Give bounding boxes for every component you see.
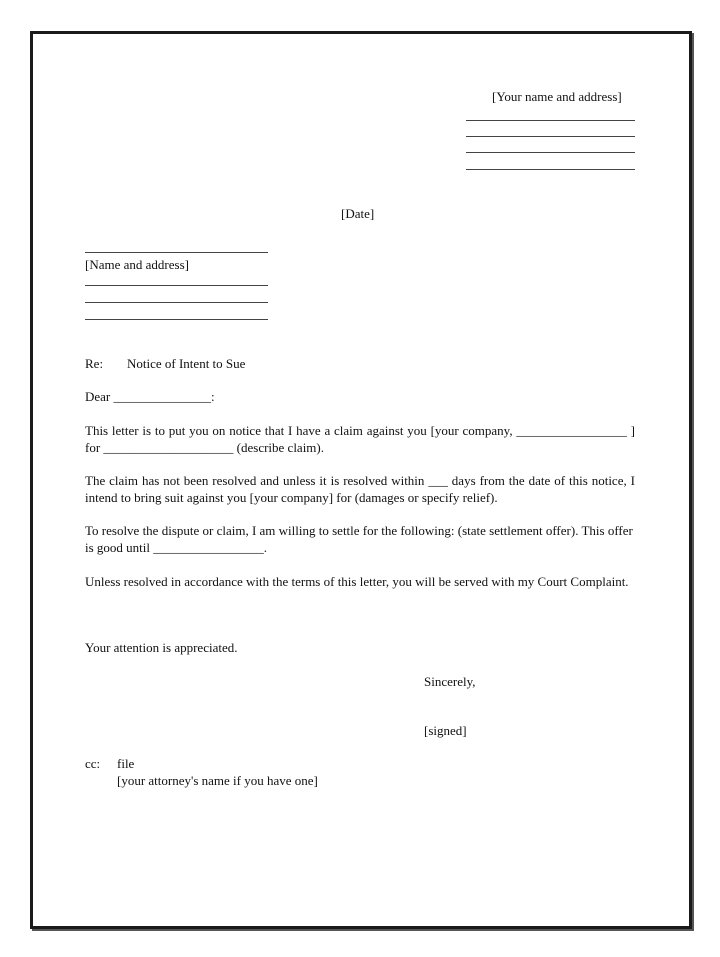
paragraph-settlement-offer: To resolve the dispute or claim, I am willing to settle for the following: (state settlement offer). This offer is good until _________________.	[85, 523, 633, 555]
recipient-address-line-1	[85, 285, 268, 286]
sign-off: Sincerely,	[424, 674, 476, 689]
cc-line-attorney: [your attorney's name if you have one]	[117, 773, 318, 788]
re-subject: Notice of Intent to Sue	[127, 356, 246, 371]
re-prefix: Re:	[85, 356, 104, 371]
date-field: [Date]	[341, 206, 375, 221]
salutation-prefix: Dear	[85, 389, 111, 404]
salutation	[85, 388, 215, 405]
paragraph-intent-to-sue: The claim has not been resolved and unless it is resolved within ___ days from the date of this notice, I intend to bring suit against you [your company] for (damages or specify relief).	[85, 473, 635, 505]
sender-address-line-1	[466, 120, 635, 121]
recipient-address-line-2	[85, 302, 268, 303]
cc-line-file: file	[117, 756, 135, 771]
recipient-label: [Name and address]	[85, 257, 189, 272]
recipient-top-line	[85, 252, 268, 253]
sender-address-line-3	[466, 152, 635, 153]
sender-address-line-2	[466, 136, 635, 137]
closing-line: Your attention is appreciated.	[85, 640, 238, 655]
sender-label: [Your name and address]	[492, 89, 622, 104]
cc-label: cc:	[85, 756, 101, 771]
signature: [signed]	[424, 723, 467, 738]
salutation-suffix: :	[211, 389, 215, 404]
paragraph-court-complaint: Unless resolved in accordance with the terms of this letter, you will be served with my Court Complaint.	[85, 574, 629, 589]
salutation-blank: _______________	[113, 389, 212, 404]
paragraph-claim-notice: This letter is to put you on notice that I have a claim against you [your company, _________________ ] for ____________________ (describe claim).	[85, 423, 635, 455]
recipient-address-line-3	[85, 319, 268, 320]
sender-address-line-4	[466, 169, 635, 170]
